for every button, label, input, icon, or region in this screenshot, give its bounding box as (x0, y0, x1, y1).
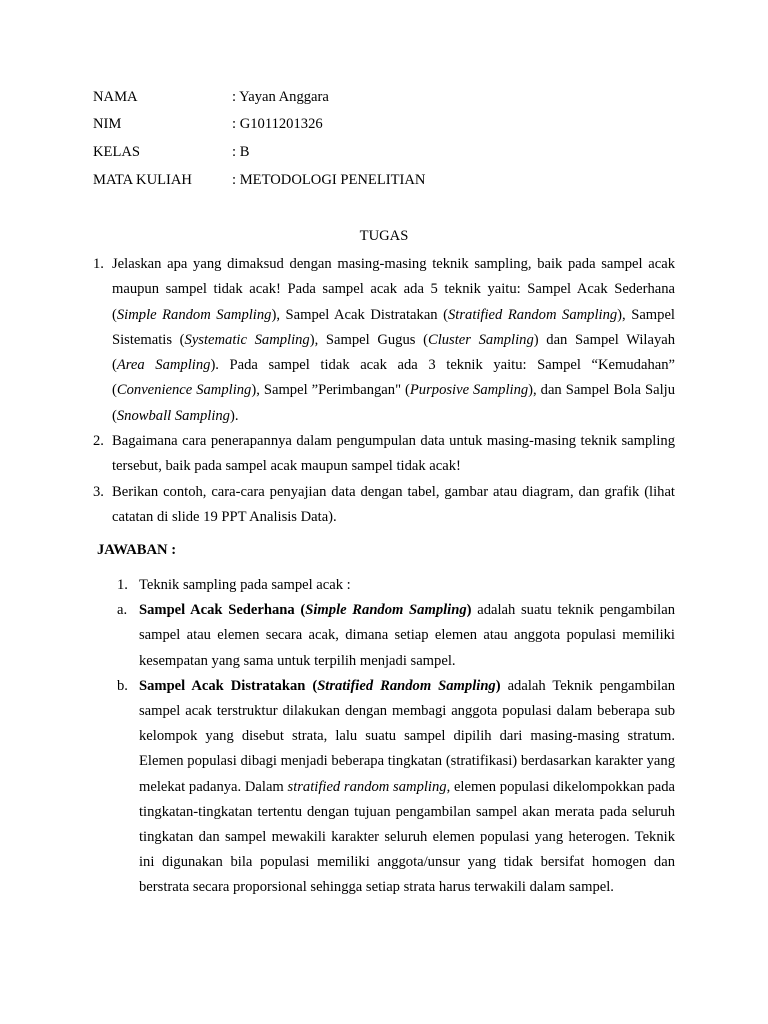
question-item (93, 480, 675, 531)
answer-item (117, 674, 675, 901)
header-value: : B (232, 144, 250, 160)
question-list (93, 252, 675, 530)
header-label: MATA KULIAH (93, 172, 192, 188)
header-row-mata-kuliah (93, 170, 425, 190)
header-value: : METODOLOGI PENELITIAN (232, 172, 426, 188)
answer-text: Sampel Acak Distratakan (Stratified Random Sampling) adalah Teknik pengambilan sampel acak terstruktur dilakukan dengan membagi anggota populasi dalam beberapa sub kelompok yang disebut strata, lalu suatu sampel dipilih dari masing-masing stratum. Elemen populasi dibagi menjadi beberapa tingkatan (stratifikasi) berdasarkan karakter yang melekat padanya. Dalam stratified random sampling, elemen populasi dikelompokkan pada tingkatan-tingkatan tertentu dengan tujuan pengambilan sampel akan merata pada seluruh tingkatan dan sampel mewakili karakter seluruh elemen populasi yang heterogen. Teknik ini digunakan bila populasi memiliki anggota/unsur yang tidak bersifat homogen dan berstrata secara proporsional sehingga setiap strata harus terwakili dalam sampel. (139, 677, 676, 896)
header-row-nim (93, 114, 323, 134)
tugas-heading (0, 226, 768, 246)
question-text: Jelaskan apa yang dimaksud dengan masing-masing teknik sampling, baik pada sampel acak maupun sampel tidak acak! Pada sampel acak ada 5 teknik yaitu: Sampel Acak Sederhana (Simple Random Sampling), Sampel Acak Distratakan (Stratified Random Sampling), Sampel Sistematis (Systematic Sampling), Sampel Gugus (Cluster Sampling) dan Sampel Wilayah (Area Sampling). Pada sampel tidak acak ada 3 teknik yaitu: Sampel “Kemudahan” (Convenience Sampling), Sampel ”Perimbangan" (Purposive Sampling), dan Sampel Bola Salju (Snowball Sampling). (112, 256, 676, 424)
header-label: KELAS (93, 144, 141, 160)
question-number: 3. (93, 483, 104, 500)
jawaban-heading: JAWABAN : (97, 542, 177, 558)
header-value: : Yayan Anggara (232, 89, 329, 105)
answer-item (117, 598, 675, 674)
answer-letter: b. (117, 677, 128, 694)
header-value: : G1011201326 (232, 116, 323, 132)
answer-letter: a. (117, 602, 128, 619)
answer-list (117, 573, 675, 901)
question-number: 2. (93, 433, 104, 450)
question-text: Berikan contoh, cara-cara penyajian data dengan tabel, gambar atau diagram, dan grafik (lihat catatan di slide 19 PPT Analisis Data). (112, 483, 675, 525)
tugas-title: TUGAS (359, 228, 409, 244)
header-label: NAMA (93, 89, 138, 105)
question-text: Bagaimana cara penerapannya dalam pengumpulan data untuk masing-masing teknik sampling tersebut, baik pada sampel acak maupun sampel tidak acak! (112, 433, 675, 475)
answer-text: Sampel Acak Sederhana (Simple Random Sampling) adalah suatu teknik pengambilan sampel atau elemen secara acak, dimana setiap elemen atau anggota populasi memiliki kesempatan yang sama untuk terpilih menjadi sampel. (139, 602, 676, 669)
header-label: NIM (93, 116, 122, 132)
answer-intro-text: Teknik sampling pada sampel acak : (139, 577, 351, 593)
question-item (93, 429, 675, 480)
header-row-kelas (93, 142, 249, 162)
answer-intro (117, 573, 675, 598)
question-item (93, 252, 675, 429)
question-number: 1. (93, 256, 104, 272)
answer-number: 1. (117, 577, 128, 593)
header-row-nama (93, 87, 329, 107)
